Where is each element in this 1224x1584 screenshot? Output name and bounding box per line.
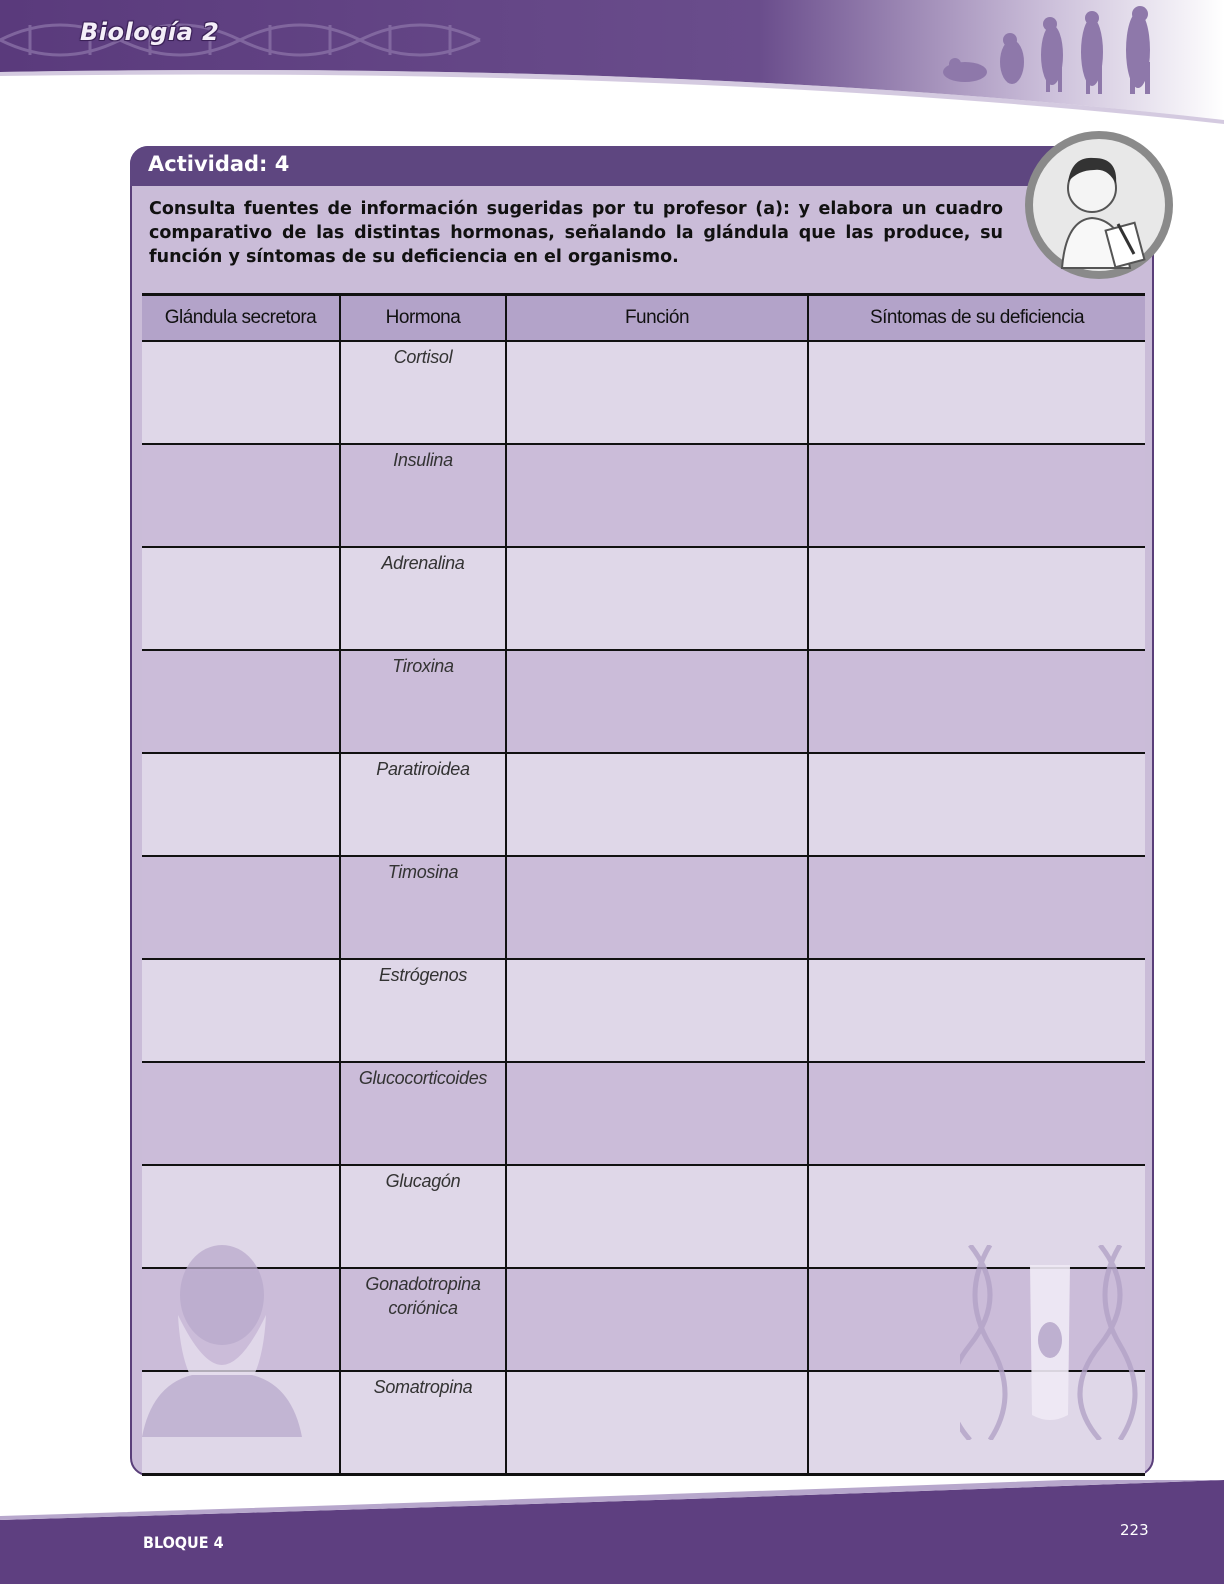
table-row bbox=[142, 1371, 1145, 1475]
table-row bbox=[142, 753, 1145, 856]
symptoms-cell[interactable] bbox=[808, 753, 1145, 856]
table-row bbox=[142, 547, 1145, 650]
function-cell[interactable] bbox=[506, 444, 808, 547]
hormone-cell: Glucagón bbox=[340, 1165, 506, 1268]
symptoms-cell[interactable] bbox=[808, 444, 1145, 547]
symptoms-cell[interactable] bbox=[808, 1165, 1145, 1268]
header-symptoms: Síntomas de su deficiencia bbox=[808, 295, 1145, 342]
symptoms-cell[interactable] bbox=[808, 650, 1145, 753]
table-row bbox=[142, 444, 1145, 547]
table-row bbox=[142, 959, 1145, 1062]
symptoms-cell[interactable] bbox=[808, 856, 1145, 959]
gland-cell[interactable] bbox=[142, 1062, 340, 1165]
table-row bbox=[142, 650, 1145, 753]
gland-cell[interactable] bbox=[142, 856, 340, 959]
hormone-cell: Estrógenos bbox=[340, 959, 506, 1062]
footer-banner bbox=[0, 1480, 1224, 1584]
table-row bbox=[142, 856, 1145, 959]
function-cell[interactable] bbox=[506, 650, 808, 753]
symptoms-cell[interactable] bbox=[808, 547, 1145, 650]
symptoms-cell[interactable] bbox=[808, 1371, 1145, 1475]
gland-cell[interactable] bbox=[142, 341, 340, 444]
hormone-cell: Adrenalina bbox=[340, 547, 506, 650]
symptoms-cell[interactable] bbox=[808, 959, 1145, 1062]
hormone-cell: Gonadotropina coriónica bbox=[340, 1268, 506, 1371]
table-header-row bbox=[142, 295, 1145, 342]
function-cell[interactable] bbox=[506, 1371, 808, 1475]
page-header bbox=[0, 0, 1224, 130]
section-label: BLOQUE 4 bbox=[143, 1533, 224, 1552]
gland-cell[interactable] bbox=[142, 650, 340, 753]
gland-cell[interactable] bbox=[142, 1268, 340, 1371]
student-writing-avatar-icon bbox=[1022, 128, 1176, 282]
function-cell[interactable] bbox=[506, 1268, 808, 1371]
symptoms-cell[interactable] bbox=[808, 341, 1145, 444]
gland-cell[interactable] bbox=[142, 1371, 340, 1475]
symptoms-cell[interactable] bbox=[808, 1268, 1145, 1371]
hormone-cell: Tiroxina bbox=[340, 650, 506, 753]
activity-instructions: Consulta fuentes de información sugeridas por tu profesor (a): y elabora un cuadro comparativo de las distintas hormonas, señalando la glándula que las produce, su función y síntomas de su deficiencia en el organismo. bbox=[149, 199, 1003, 267]
function-cell[interactable] bbox=[506, 959, 808, 1062]
function-cell[interactable] bbox=[506, 753, 808, 856]
table-row bbox=[142, 1165, 1145, 1268]
symptoms-cell[interactable] bbox=[808, 1062, 1145, 1165]
hormone-comparison-table bbox=[142, 293, 1145, 1476]
hormone-cell: Glucocorticoides bbox=[340, 1062, 506, 1165]
table-row bbox=[142, 1062, 1145, 1165]
activity-title: Actividad: 4 bbox=[148, 152, 290, 176]
hormone-cell: Paratiroidea bbox=[340, 753, 506, 856]
function-cell[interactable] bbox=[506, 547, 808, 650]
table-row bbox=[142, 341, 1145, 444]
function-cell[interactable] bbox=[506, 1165, 808, 1268]
function-cell[interactable] bbox=[506, 341, 808, 444]
header-gland: Glándula secretora bbox=[142, 295, 340, 342]
header-function: Función bbox=[506, 295, 808, 342]
hormone-cell: Insulina bbox=[340, 444, 506, 547]
header-hormone: Hormona bbox=[340, 295, 506, 342]
gland-cell[interactable] bbox=[142, 753, 340, 856]
gland-cell[interactable] bbox=[142, 444, 340, 547]
hormone-cell: Timosina bbox=[340, 856, 506, 959]
hormone-cell: Cortisol bbox=[340, 341, 506, 444]
gland-cell[interactable] bbox=[142, 547, 340, 650]
function-cell[interactable] bbox=[506, 856, 808, 959]
gland-cell[interactable] bbox=[142, 959, 340, 1062]
page-number: 223 bbox=[1120, 1521, 1149, 1539]
book-title: Biología 2 bbox=[80, 18, 220, 46]
hormone-cell: Somatropina bbox=[340, 1371, 506, 1475]
function-cell[interactable] bbox=[506, 1062, 808, 1165]
gland-cell[interactable] bbox=[142, 1165, 340, 1268]
table-row bbox=[142, 1268, 1145, 1371]
